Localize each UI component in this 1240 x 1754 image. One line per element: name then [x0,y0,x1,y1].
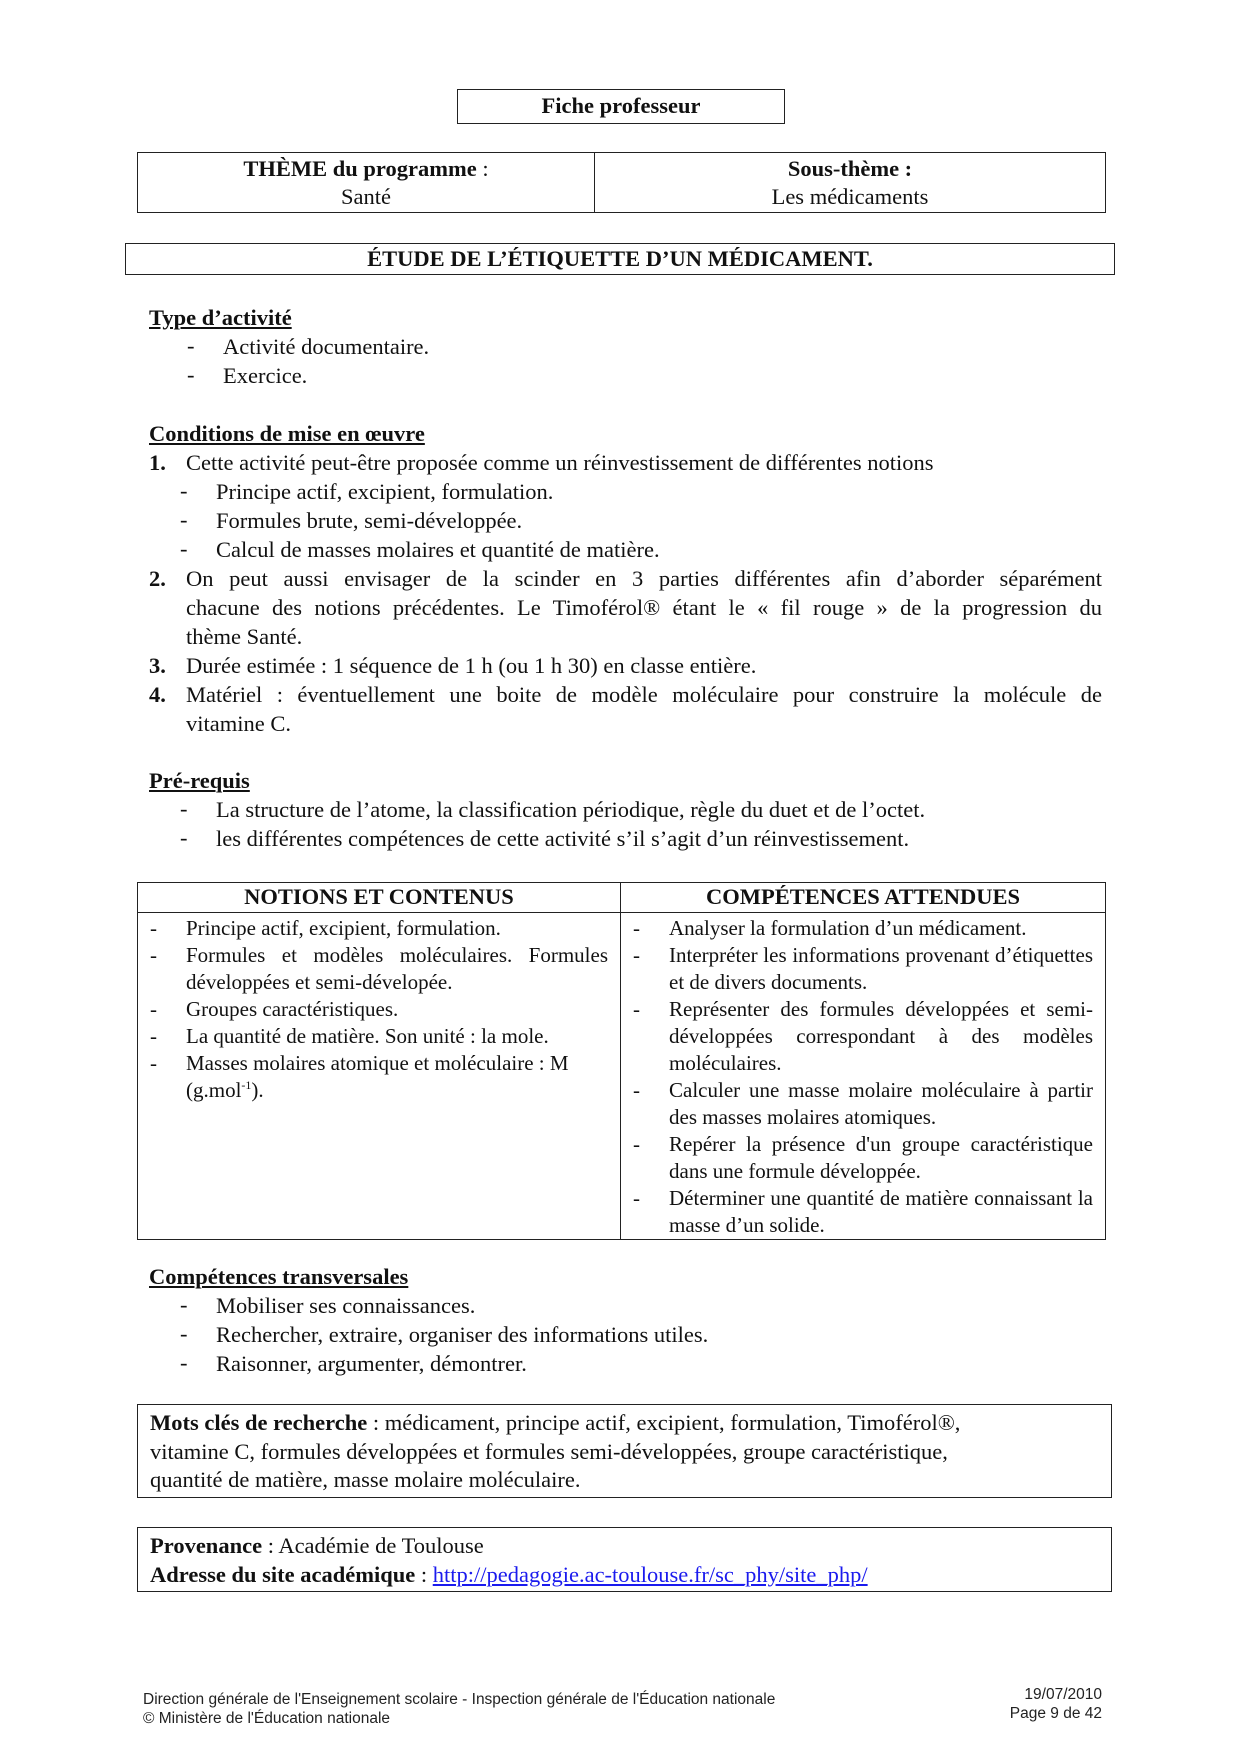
cond-num-1: 1. [149,450,166,475]
table-list-item: - Formules et modèles moléculaires. Formules développées et semi-dévelopée. [150,943,608,994]
provenance-label: Provenance [150,1533,263,1558]
list-dash: - [180,825,188,850]
table-list-item: - Groupes caractéristiques. [150,997,399,1021]
list-item: Raisonner, argumenter, démontrer. [216,1351,527,1376]
footer-right [990,1685,1102,1723]
list-dash: - [187,362,195,387]
footer-date: 19/07/2010 [1024,1686,1102,1703]
theme-value: Santé [341,184,391,209]
footer-left [143,1690,775,1728]
fiche-title: Fiche professeur [541,93,701,118]
table-list-item: - Représenter des formules développées et semi-développées correspondant à des modèles moléculaires. [633,997,1093,1075]
cond-num-3: 3. [149,653,166,678]
theme-table [137,152,1106,213]
table-header-notions: NOTIONS ET CONTENUS [138,883,621,913]
fiche-title-box [457,89,785,124]
mots-cles-line: : médicament, principe actif, excipient, formulation, Timoférol®, [367,1410,961,1435]
list-item: Activité documentaire. [223,334,430,359]
cond-text-4-line: Matériel : éventuellement une boite de modèle moléculaire pour construire la molécule de [186,682,1102,707]
cond-text-2-line: thème Santé. [186,624,303,649]
site-label: Adresse du site académique [150,1561,416,1587]
list-item: Exercice. [223,363,308,388]
list-item: Principe actif, excipient, formulation. [216,479,554,504]
notions-table [137,882,1106,1237]
main-title-box [125,243,1115,275]
provenance-box [137,1527,1112,1592]
competences-cell [621,913,1106,1240]
cond-text-3: Durée estimée : 1 séquence de 1 h (ou 1 h 30) en classe entière. [186,653,757,678]
theme-label: THÈME du programme [243,156,477,181]
cond-text-1: Cette activité peut-être proposée comme un réinvestissement de différentes notions [186,450,934,475]
prerequis-heading: Pré-requis [149,768,250,793]
transversales-heading: Compétences transversales [149,1264,409,1289]
sous-theme-label: Sous-thème : [787,156,913,181]
table-header-competences: COMPÉTENCES ATTENDUES [621,883,1106,913]
mots-cles-box [137,1404,1112,1498]
table-list-item: - Déterminer une quantité de matière connaissant la masse d’un solide. [633,1186,1093,1237]
footer-line: Direction générale de l'Enseignement scolaire - Inspection générale de l'Éducation nationale [143,1691,776,1708]
sous-theme-cell [595,153,1106,213]
list-dash: - [180,796,188,821]
cond-num-2: 2. [149,566,166,591]
list-item: Mobiliser ses connaissances. [216,1293,476,1318]
list-item: Formules brute, semi-développée. [216,508,523,533]
cond-num-4: 4. [149,682,166,707]
table-list-item: - Interpréter les informations provenant d’étiquettes et de divers documents. [633,943,1093,994]
list-item: Calcul de masses molaires et quantité de matière. [216,537,660,562]
table-list-item: - Calculer une masse molaire moléculaire à partir des masses molaires atomiques. [633,1078,1093,1129]
main-title: ÉTUDE DE L’ÉTIQUETTE D’UN MÉDICAMENT. [367,246,873,271]
list-item: les différentes compétences de cette activité s’il s’agit d’un réinvestissement. [216,826,910,851]
theme-cell [138,153,595,213]
footer-page: Page 9 de 42 [1009,1705,1102,1722]
table-list-item: - Masses molaires atomique et moléculaire : M (g.mol$^{-1}$). [150,1051,569,1102]
list-dash: - [180,1292,188,1317]
list-dash: - [180,507,188,532]
cond-text-4-line: vitamine C. [186,711,291,736]
sous-theme-value: Les médicaments [771,184,929,209]
mots-cles-line: quantité de matière, masse molaire moléculaire. [150,1467,581,1492]
type-activite-heading: Type d’activité [149,305,292,330]
mots-cles-line: vitamine C, formules développées et formules semi-développées, groupe caractéristique, [150,1438,948,1464]
table-list-item: - La quantité de matière. Son unité : la mole. [150,1024,549,1048]
list-dash: - [187,333,195,358]
cond-text-2-line: On peut aussi envisager de la scinder en 3 parties différentes afin d’aborder séparément [186,566,1102,591]
footer-line: © Ministère de l'Éducation nationale [143,1710,391,1727]
notions-cell [138,913,621,1240]
cond-text-2-line: chacune des notions précédentes. Le Timoférol® étant le « fil rouge » de la progression du [186,595,1102,620]
list-dash: - [180,536,188,561]
theme-colon: : [476,156,489,181]
site-link[interactable]: http://pedagogie.ac-toulouse.fr/sc_phy/site_php/ [432,1561,868,1587]
table-list-item: - Analyser la formulation d’un médicament. [633,916,1027,940]
mots-cles-label: Mots clés de recherche [150,1410,368,1435]
list-item: Rechercher, extraire, organiser des informations utiles. [216,1322,709,1347]
provenance-value: : Académie de Toulouse [262,1533,484,1558]
conditions-heading: Conditions de mise en œuvre [149,421,425,446]
site-colon: : [415,1561,433,1587]
list-dash: - [180,1321,188,1346]
table-list-item: - Repérer la présence d'un groupe caractéristique dans une formule développée. [633,1132,1093,1183]
list-dash: - [180,478,188,503]
table-list-item: - Principe actif, excipient, formulation. [150,916,501,940]
list-dash: - [180,1350,188,1375]
list-item: La structure de l’atome, la classification périodique, règle du duet et de l’octet. [216,797,926,822]
